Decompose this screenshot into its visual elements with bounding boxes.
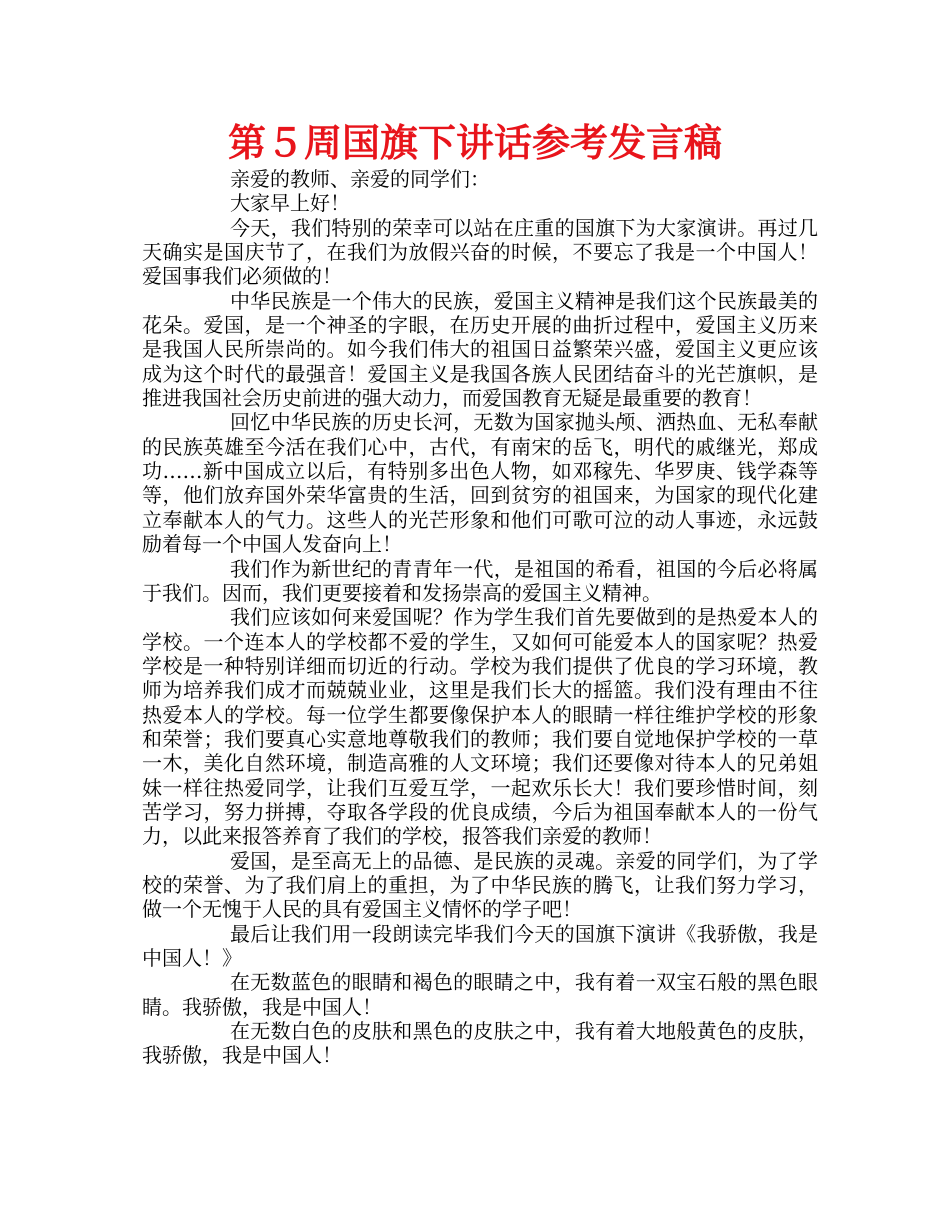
paragraph: 最后让我们用一段朗读完毕我们今天的国旗下演讲《我骄傲，我是中国人！》: [142, 921, 818, 970]
greeting: 大家早上好！: [230, 191, 350, 216]
paragraph: 我们作为新世纪的青青年一代，是祖国的希看，祖国的今后必将属于我们。因而，我们更要接着和发扬崇高的爱国主义精神。: [142, 556, 818, 605]
paragraph: 爱国，是至高无上的品德、是民族的灵魂。亲爱的同学们，为了学校的荣誉、为了我们肩上的重担，为了中华民族的腾飞，让我们努力学习，做一个无愧于人民的具有爱国主义情怀的学子吧！: [142, 848, 818, 922]
document-body: [142, 167, 818, 1068]
poem-paragraph: 在无数蓝色的眼睛和褐色的眼睛之中，我有着一双宝石般的黑色眼睛。我骄傲，我是中国人！: [142, 970, 818, 1019]
paragraph: 我们应该如何来爱国呢？作为学生我们首先要做到的是热爱本人的学校。一个连本人的学校都不爱的学生，又如何可能爱本人的国家呢？热爱学校是一种特别详细而切近的行动。学校为我们提供了优良的学习环境，教师为培养我们成才而兢兢业业，这里是我们长大的摇篮。我们没有理由不往热爱本人的学校。每一位学生都要像保护本人的眼睛一样往维护学校的形象和荣誉；我们要真心实意地尊敬我们的教师；我们要自觉地保护学校的一草一木，美化自然环境，制造高雅的人文环境；我们还要像对待本人的兄弟姐妹一样往热爱同学，让我们互爱互学，一起欢乐长大！我们要珍惜时间，刻苦学习，努力拼搏，夺取各学段的优良成绩，今后为祖国奉献本人的一份气力，以此来报答养育了我们的学校，报答我们亲爱的教师！: [142, 605, 818, 849]
paragraph: 中华民族是一个伟大的民族，爱国主义精神是我们这个民族最美的花朵。爱国，是一个神圣的字眼，在历史开展的曲折过程中，爱国主义历来是我国人民所崇尚的。如今我们伟大的祖国日益繁荣兴盛，爱国主义更应该成为这个时代的最强音！爱国主义是我国各族人民团结奋斗的光芒旗帜，是推进我国社会历史前进的强大动力，而爱国教育无疑是最重要的教育！: [142, 288, 818, 411]
paragraph: 回忆中华民族的历史长河，无数为国家抛头颅、洒热血、无私奉献的民族英雄至今活在我们心中，古代，有南宋的岳飞，明代的戚继光，郑成功……新中国成立以后，有特别多出色人物，如邓稼先、华罗庚、钱学森等等，他们放弃国外荣华富贵的生活，回到贫穷的祖国来，为国家的现代化建立奉献本人的气力。这些人的光芒形象和他们可歌可泣的动人事迹，永远鼓励着每一个中国人发奋向上！: [142, 410, 818, 557]
salutation: 亲爱的教师、亲爱的同学们：: [230, 167, 490, 191]
poem-paragraph: 在无数白色的皮肤和黑色的皮肤之中，我有着大地般黄色的皮肤，我骄傲，我是中国人！: [142, 1019, 818, 1068]
paragraph: 今天，我们特别的荣幸可以站在庄重的国旗下为大家演讲。再过几天确实是国庆节了，在我们为放假兴奋的时候，不要忘了我是一个中国人！爱国事我们必须做的！: [142, 215, 818, 289]
document-title: 第５周国旗下讲话参考发言稿: [227, 121, 722, 165]
